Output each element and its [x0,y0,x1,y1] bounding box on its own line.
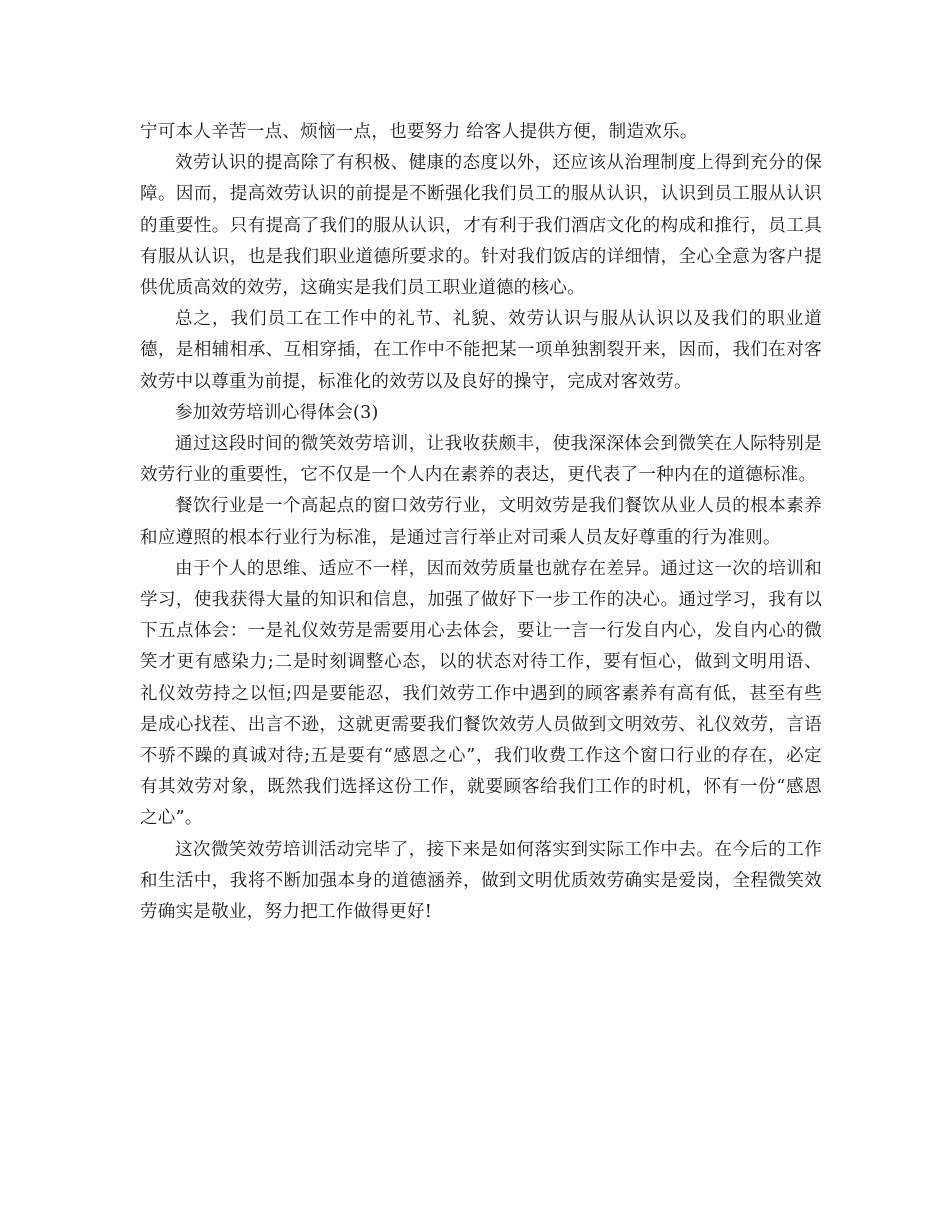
section-heading: 参加效劳培训心得体会(3) [175,402,379,423]
paragraph-service-awareness: 效劳认识的提高除了有积极、健康的态度以外，还应该从治理制度上得到充分的保障。因而，提高效劳认识的前提是不断强化我们员工的服从认识，认识到员工服从认识的重要性。只有提高了我们的服从认识，才有利于我们酒店文化的构成和推行，员工具有服从认识，也是我们职业道德所要求的。针对我们饭店的详细情，全心全意为客户提供优质高效的效劳，这确实是我们员工职业道德的核心。 [140,153,822,299]
paragraph-conclusion: 这次微笑效劳培训活动完毕了，接下来是如何落实到实际工作中去。在今后的工作和生活中，我将不断加强本身的道德涵养，做到文明优质效劳确实是爱岗，全程微笑效劳确实是敬业，努力把工作做得更好! [140,839,822,923]
paragraph-five-points: 由于个人的思维、适应不一样，因而效劳质量也就存在差异。通过这一次的培训和学习，使我获得大量的知识和信息，加强了做好下一步工作的决心。通过学习，我有以下五点体会：一是礼仪效劳是需要用心去体会，要让一言一行发自内心，发自内心的微笑才更有感染力;二是时刻调整心态，以的状态对待工作，要有恒心，做到文明用语、礼仪效劳持之以恒;四是要能忍，我们效劳工作中遇到的顾客素养有高有低，甚至有些是成心找茬、出言不逊，这就更需要我们餐饮效劳人员做到文明效劳、礼仪效劳，言语不骄不躁的真诚对待;五是要有“感恩之心”，我们收费工作这个窗口行业的存在，必定有其效劳对象，既然我们选择这份工作，就要顾客给我们工作的时机，怀有一份“感恩之心”。 [140,558,822,829]
paragraph-summary: 总之，我们员工在工作中的礼节、礼貌、效劳认识与服从认识以及我们的职业道德，是相辅相承、互相穿插，在工作中不能把某一项单独割裂开来，因而，我们在对客效劳中以尊重为前提，标准化的效劳以及良好的操守，完成对客效劳。 [140,309,822,392]
paragraph-smile-training: 通过这段时间的微笑效劳培训，让我收获颇丰，使我深深体会到微笑在人际特别是效劳行业的重要性，它不仅是一个人内在素养的表达，更代表了一种内在的道德标准。 [140,434,822,486]
paragraph-catering-industry: 餐饮行业是一个高起点的窗口效劳行业，文明效劳是我们餐饮从业人员的根本素养和应遵照的根本行业行为标准，是通过言行举止对司乘人员友好尊重的行为准则。 [140,496,822,548]
paragraph-continuation: 宁可本人辛苦一点、烦恼一点，也要努力 给客人提供方便，制造欢乐。 [140,122,698,142]
document-body [140,117,822,928]
